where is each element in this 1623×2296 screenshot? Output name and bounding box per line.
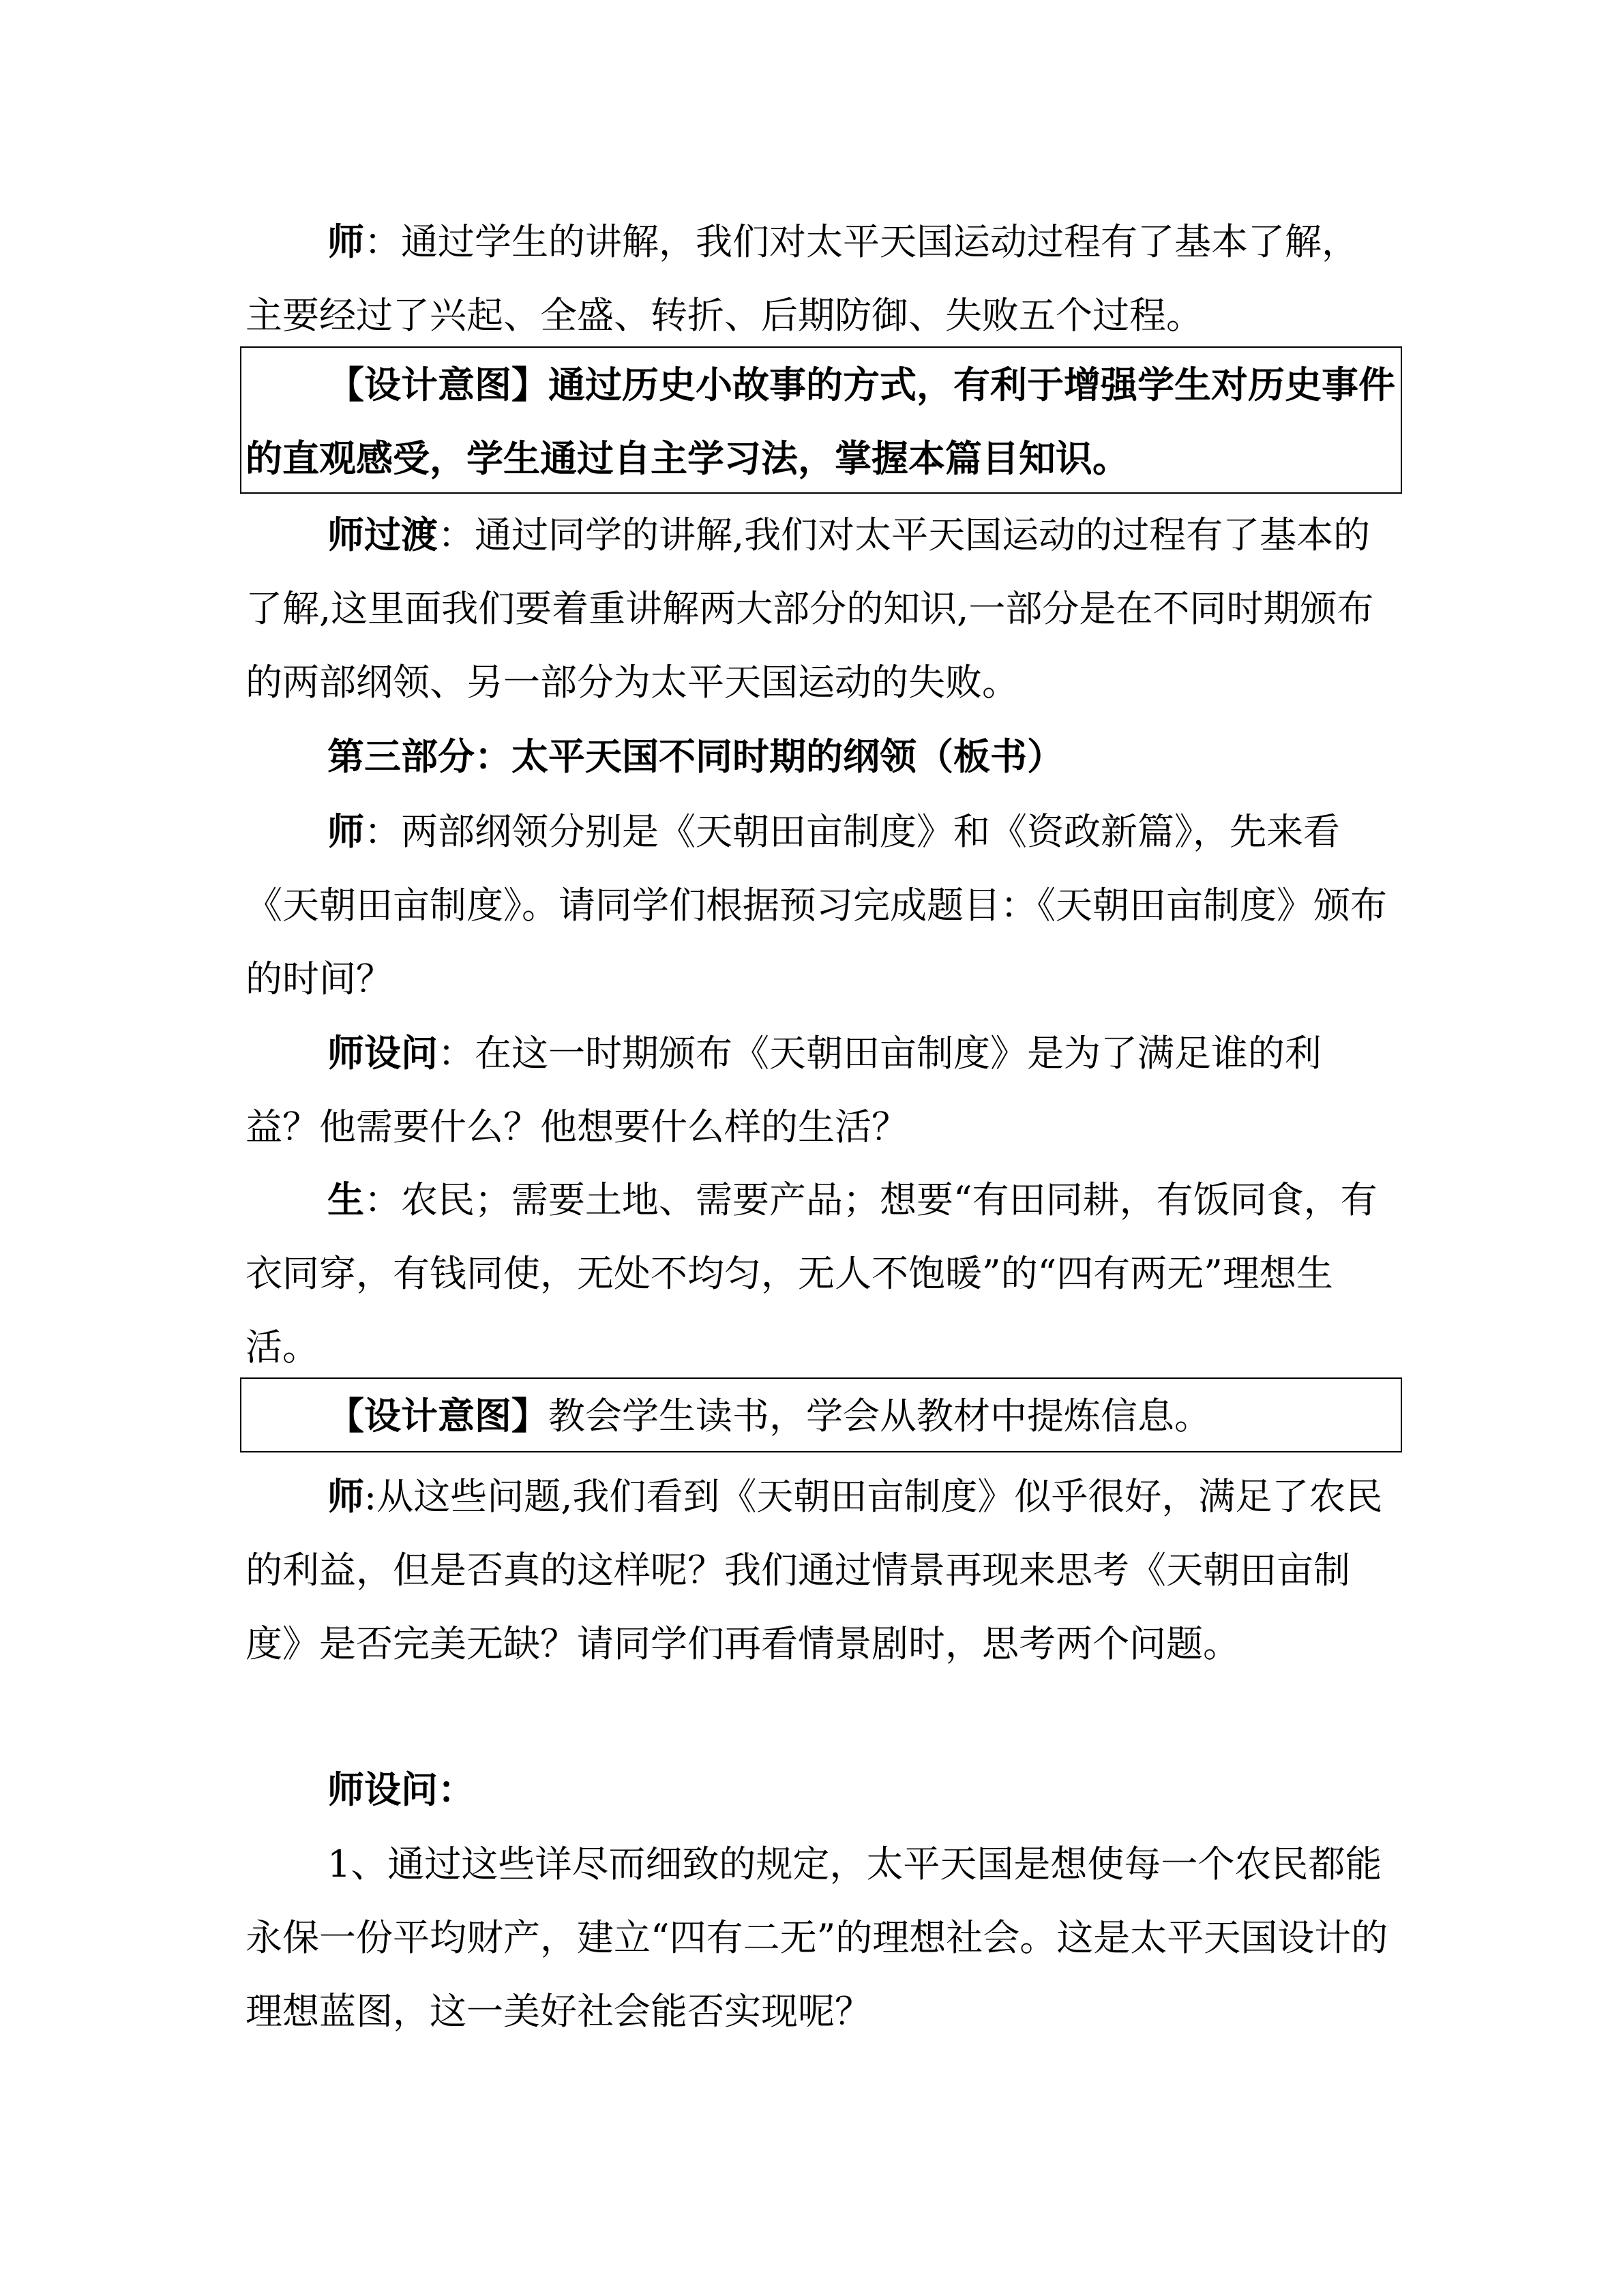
design-intent-body: 教会学生读书，学会从教材中提炼信息。 xyxy=(548,1395,1211,1437)
speaker-label: 师 xyxy=(327,1474,364,1518)
design-intent-text xyxy=(241,1379,1401,1453)
design-intent-body: 通过历史小故事的方式，有利于增强学生对历史事件的直观感受，学生通过自主学习法，掌握本篇目知识。 xyxy=(245,363,1395,480)
separator: ： xyxy=(364,1178,401,1221)
paragraph-text: 从这些问题,我们看到《天朝田亩制度》似乎很好，满足了农民的利益，但是否真的这样呢？我们通过情景再现来思考《天朝田亩制度》是否完美无缺？请同学们再看情景剧时，思考两个问题。 xyxy=(245,1475,1383,1665)
paragraph-teacher-question xyxy=(245,1016,1391,1164)
design-intent-tag: 【设计意图】 xyxy=(327,1394,548,1437)
design-intent-box-1 xyxy=(240,346,1402,494)
paragraph-text: 通过学生的讲解，我们对太平天国运动过程有了基本了解，主要经过了兴起、全盛、转折、后期防御、失败五个过程。 xyxy=(245,220,1358,337)
paragraph-student-answer xyxy=(245,1163,1391,1384)
speaker-label: 生 xyxy=(327,1178,364,1221)
paragraph-text: 在这一时期颁布《天朝田亩制度》是为了满足谁的利益？他需要什么？他想要什么样的生活？ xyxy=(245,1032,1322,1148)
paragraph-text: 两部纲领分别是《天朝田亩制度》和《资政新篇》，先来看《天朝田亩制度》。请同学们根据预习完成题目：《天朝田亩制度》颁布的时间？ xyxy=(245,810,1387,1000)
separator: ： xyxy=(438,1032,475,1075)
paragraph-teacher-transition xyxy=(245,498,1391,719)
paragraph-teacher-scenario xyxy=(245,1459,1391,1681)
separator: ： xyxy=(364,810,401,853)
separator: ： xyxy=(438,513,475,556)
design-intent-text xyxy=(241,348,1401,495)
speaker-label: 师过渡 xyxy=(327,513,438,556)
paragraph-text: 通过同学的讲解,我们对太平天国运动的过程有了基本的了解,这里面我们要着重讲解两大部分的知识,一部分是在不同时期颁布的两部纲领、另一部分为太平天国运动的失败。 xyxy=(245,513,1374,704)
separator: ： xyxy=(364,220,401,263)
separator: : xyxy=(364,1475,377,1518)
design-intent-box-2 xyxy=(240,1377,1402,1452)
paragraph-teacher-summary xyxy=(245,205,1391,353)
section-heading: 第三部分：太平天国不同时期的纲领（板书） xyxy=(327,734,1064,778)
paragraph-text: 农民；需要土地、需要产品；想要“有田同耕，有饭同食，有衣同穿，有钱同使，无处不均匀，无人不饱暖”的“四有两无”理想生活。 xyxy=(245,1178,1378,1369)
question-item-1: 1、通过这些详尽而细致的规定，太平天国是想使每一个农民都能永保一份平均财产，建立“四有二无”的理想社会。这是太平天国设计的理想蓝图，这一美好社会能否实现呢？ xyxy=(245,1843,1388,2033)
paragraph-teacher-programs xyxy=(245,794,1391,1016)
speaker-label: 师 xyxy=(327,809,364,853)
speaker-label: 师设问 xyxy=(327,1031,438,1075)
design-intent-tag: 【设计意图】 xyxy=(327,363,548,406)
speaker-label: 师 xyxy=(327,220,364,263)
teacher-question-label: 师设问： xyxy=(327,1768,475,1811)
